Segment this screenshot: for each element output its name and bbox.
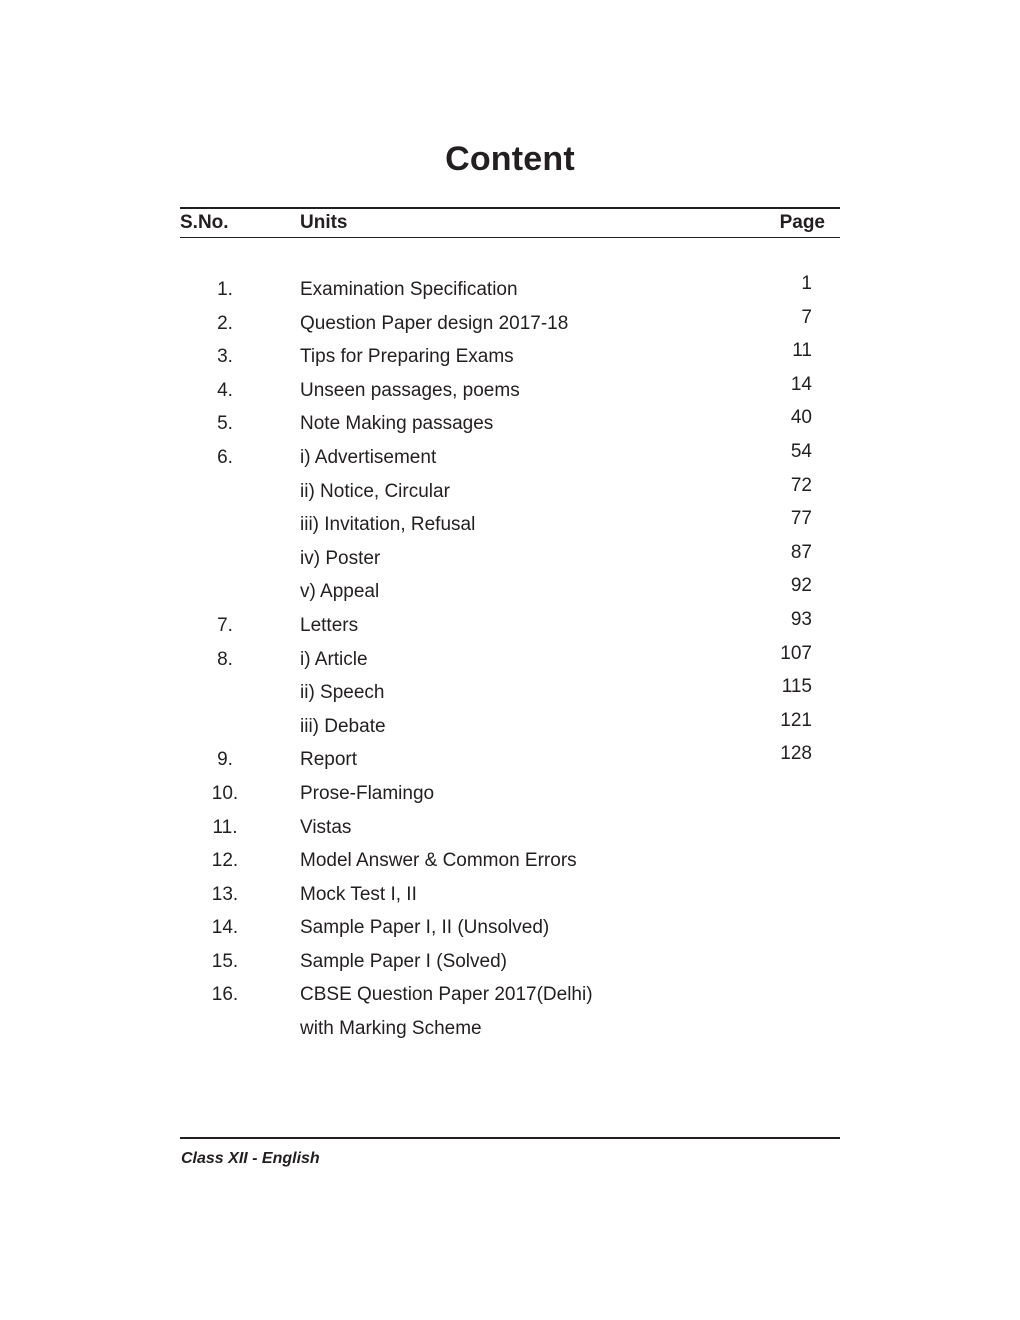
row-sno: 3. [217,346,233,368]
row-sno: 16. [211,984,239,1006]
row-sno: 4. [217,379,233,401]
row-page: 107 [780,642,812,664]
row-unit: i) Article [300,648,368,670]
page-title: Content [445,140,575,178]
table-row [0,575,1020,609]
table-row [0,340,1020,374]
row-page: 14 [790,373,812,395]
row-page: 121 [780,709,812,731]
row-sno: 10. [211,782,239,804]
table-row [0,407,1020,441]
row-page: 1 [801,273,812,294]
table-top-rule [180,207,840,209]
row-unit: Model Answer & Common Errors [300,850,577,872]
table-row [0,508,1020,542]
table-row [0,1012,1020,1046]
row-unit: ii) Notice, Circular [300,480,450,502]
row-page: 92 [790,575,812,597]
row-sno: 8. [217,648,233,670]
table-row [0,911,1020,945]
table-row [0,609,1020,643]
table-row [0,777,1020,811]
row-page: 128 [780,743,812,765]
row-unit: Examination Specification [300,279,518,300]
table-row [0,978,1020,1012]
table-row [0,307,1020,341]
table-header-rule [180,237,840,238]
row-unit: ii) Speech [300,682,385,704]
row-unit: Sample Paper I (Solved) [300,950,507,972]
row-unit: Letters [300,614,359,636]
row-sno: 14. [211,917,239,939]
row-sno: 15. [211,950,239,972]
row-page: 54 [790,440,812,462]
table-row [0,542,1020,576]
row-page: 40 [790,407,812,429]
table-row [0,643,1020,677]
row-sno: 6. [217,446,233,468]
row-unit: Mock Test I, II [300,883,417,905]
row-unit: iii) Debate [300,715,386,737]
row-unit: Prose-Flamingo [300,782,435,804]
table-row [0,273,1020,307]
row-unit: Vistas [300,816,352,838]
footer-rule [180,1137,840,1139]
row-page: 77 [790,508,812,530]
row-unit: iii) Invitation, Refusal [300,514,476,536]
contents-table [0,273,1020,1046]
row-unit: Unseen passages, poems [300,379,520,401]
row-page: 7 [801,306,812,328]
row-page: 93 [790,608,812,630]
row-sno: 9. [217,749,233,771]
table-row [0,743,1020,777]
row-unit: Sample Paper I, II (Unsolved) [300,917,550,939]
row-unit: i) Advertisement [300,446,437,468]
row-sno: 1. [217,279,233,300]
row-sno: 7. [217,614,233,636]
row-unit: with Marking Scheme [300,1018,482,1040]
row-unit: v) Appeal [300,581,380,603]
row-unit: Report [300,749,358,771]
row-sno: 2. [217,312,233,334]
header-sno: S.No. [180,212,229,233]
row-unit: iv) Poster [300,547,381,569]
table-row [0,441,1020,475]
table-row [0,475,1020,509]
row-sno: 13. [211,883,239,905]
row-unit: Tips for Preparing Exams [300,346,514,368]
row-unit: Note Making passages [300,413,494,435]
row-page: 115 [781,676,812,698]
row-unit: Question Paper design 2017-18 [300,312,569,334]
header-page: Page [779,212,825,233]
footer-label: Class XII - English [181,1150,320,1167]
row-page: 72 [790,474,812,496]
table-row [0,811,1020,845]
table-row [0,844,1020,878]
header-units: Units [300,212,348,233]
row-sno: 5. [217,413,233,435]
table-row [0,374,1020,408]
row-page: 11 [792,340,812,362]
table-row [0,710,1020,744]
table-row [0,878,1020,912]
row-page: 87 [790,541,812,563]
table-row [0,676,1020,710]
table-row [0,945,1020,979]
row-sno: 11. [212,816,238,838]
row-unit: CBSE Question Paper 2017(Delhi) [300,984,593,1006]
row-sno: 12. [211,850,239,872]
